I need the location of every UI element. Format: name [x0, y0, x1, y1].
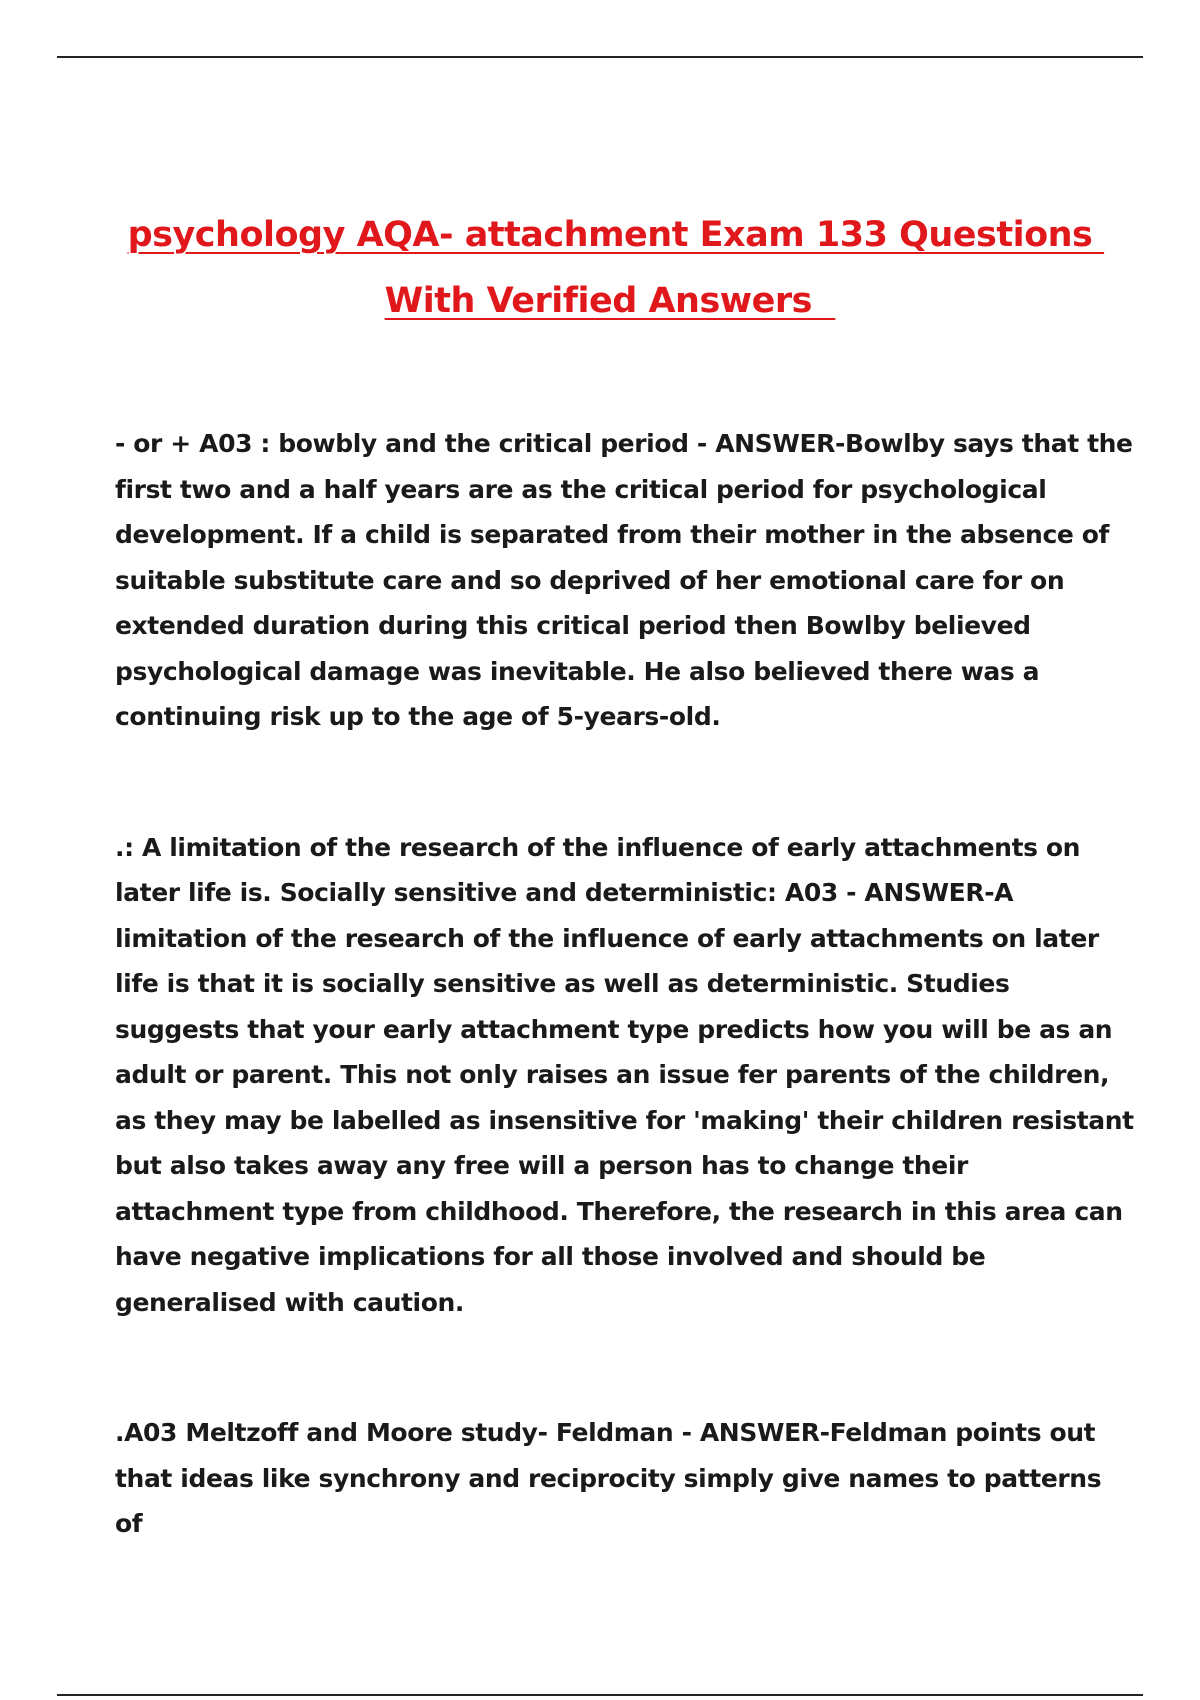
footer-rule: [57, 1694, 1143, 1696]
qa-entry: .A03 Meltzoff and Moore study- Feldman - ANSWER-Feldman points out that ideas like synchrony and reciprocity simply give names to patterns of: [115, 1418, 1102, 1538]
header-rule: [57, 56, 1143, 58]
qa-entry: .: A limitation of the research of the influence of early attachments on later life is. Socially sensitive and deterministic: A03 - ANSWER-A limitation of the research of the influence of early attachments on later life is that it is socially sensitive as well as deterministic. Studies suggests that your early attachment type predicts how you will be as an adult or parent. This not only raises an issue fer parents of the children, as they may be labelled as insensitive for 'making' their children resistant but also takes away any free will a person has to change their attachment type from childhood. Therefore, the research in this area can have negative implications for all those involved and should be generalised with caution.: [115, 832, 1134, 1317]
qa-entry: - or + A03 : bowbly and the critical period - ANSWER-Bowlby says that the first two and a half years are as the critical period for psychological development. If a child is separated from their mother in the absence of suitable substitute care and so deprived of her emotional care for on extended duration during this critical period then Bowlby believed psychological damage was inevitable. He also believed there was a continuing risk up to the age of 5-years-old.: [115, 429, 1133, 731]
title-block: [80, 202, 1140, 334]
document-title: psychology AQA- attachment Exam 133 Questions With Verified Answers: [127, 215, 1105, 321]
qa-entries: [115, 421, 1135, 1547]
